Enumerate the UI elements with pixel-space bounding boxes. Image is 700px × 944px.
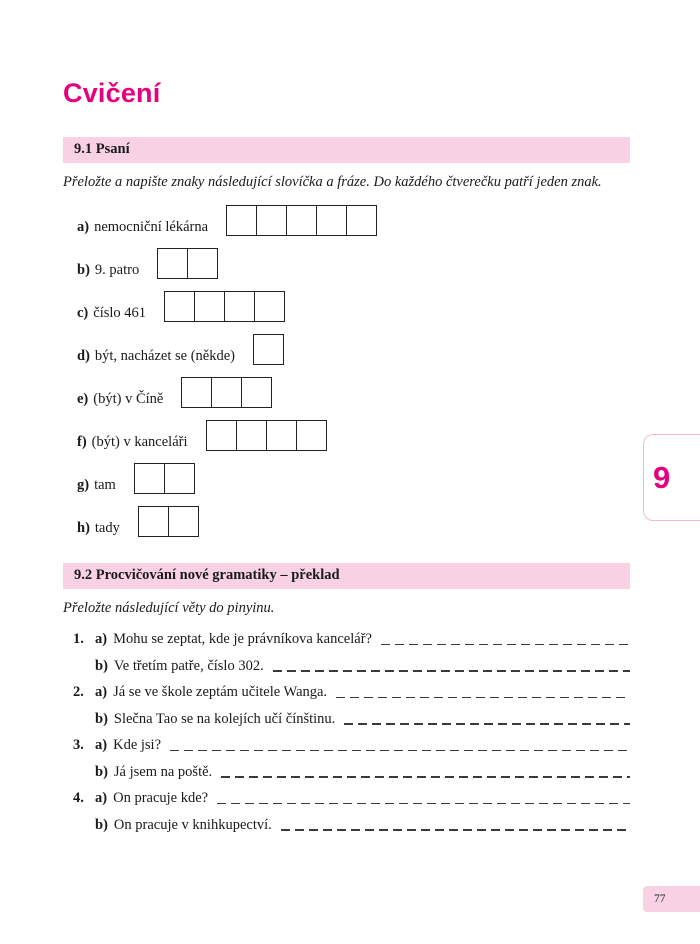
answer-dash-line — [217, 803, 630, 804]
section2-instruction: Přeložte následující věty do pinyinu. — [63, 600, 275, 616]
character-box — [134, 463, 165, 494]
writing-item-row — [77, 205, 630, 236]
sub-item-label: b) — [95, 657, 108, 674]
writing-exercise-list — [63, 205, 630, 537]
character-box — [286, 205, 317, 236]
section-header-9-2: 9.2 Procvičování nové gramatiky – překlad — [63, 563, 630, 589]
item-text: tady — [94, 520, 120, 536]
writing-item-row — [77, 334, 630, 365]
translation-row — [73, 684, 630, 701]
character-boxes — [164, 291, 285, 322]
item-text: (být) v kanceláři — [91, 434, 188, 450]
item-text: 9. patro — [94, 262, 140, 278]
sub-item-label: b) — [95, 710, 108, 727]
translation-row — [73, 658, 630, 675]
character-box — [346, 205, 377, 236]
character-box — [211, 377, 242, 408]
page-title: Cvičení — [63, 78, 161, 108]
character-box — [181, 377, 212, 408]
character-box — [236, 420, 267, 451]
answer-dash-line — [281, 829, 630, 830]
character-boxes — [226, 205, 377, 236]
character-box — [226, 205, 257, 236]
writing-item-row — [77, 377, 630, 408]
character-box — [164, 463, 195, 494]
sentence-text: Kde jsi? — [113, 737, 162, 753]
answer-dash-line — [336, 697, 630, 698]
translation-row — [73, 737, 630, 754]
character-box — [157, 248, 188, 279]
character-boxes — [157, 248, 218, 279]
character-box — [164, 291, 195, 322]
item-label: c) — [77, 305, 89, 321]
section1-instruction: Přeložte a napište znaky následující slovíčka a fráze. Do každého čtverečku patří jeden znak. — [63, 174, 602, 190]
page-number: 77 — [654, 893, 666, 905]
character-box — [253, 334, 284, 365]
character-box — [138, 506, 169, 537]
sentence-text: Já se ve škole zeptám učitele Wanga. — [113, 684, 328, 700]
writing-item-row — [77, 506, 630, 537]
item-label: b) — [77, 262, 90, 278]
character-box — [168, 506, 199, 537]
character-box — [256, 205, 287, 236]
sentence-text: Slečna Tao se na kolejích učí čínštinu. — [113, 710, 336, 727]
item-label: d) — [77, 348, 90, 364]
character-box — [206, 420, 237, 451]
sentence-text: Já jsem na poště. — [113, 763, 213, 780]
chapter-tab — [643, 434, 700, 521]
item-number: 2. — [73, 684, 84, 700]
item-text: tam — [94, 477, 116, 493]
item-number: 1. — [73, 631, 84, 647]
character-boxes — [134, 463, 195, 494]
translation-exercise-list — [63, 631, 630, 834]
section-header-9-1: 9.1 Psaní — [63, 137, 630, 163]
answer-dash-line — [344, 723, 630, 724]
sub-item-label: a) — [95, 684, 108, 700]
character-boxes — [181, 377, 272, 408]
translation-row — [73, 631, 630, 648]
answer-dash-line — [273, 670, 630, 671]
writing-item-row — [77, 248, 630, 279]
answer-dash-line — [170, 750, 630, 751]
sub-item-label: a) — [95, 790, 108, 806]
character-box — [266, 420, 297, 451]
character-boxes — [138, 506, 199, 537]
item-label: e) — [77, 391, 89, 407]
item-label: h) — [77, 520, 90, 536]
item-text: (být) v Číně — [93, 391, 164, 407]
character-box — [187, 248, 218, 279]
answer-dash-line — [221, 776, 630, 777]
item-number: 4. — [73, 790, 84, 806]
translation-row — [73, 711, 630, 728]
item-text: číslo 461 — [93, 305, 147, 321]
character-box — [241, 377, 272, 408]
character-box — [254, 291, 285, 322]
page-number-badge — [643, 886, 700, 912]
sub-item-label: a) — [95, 631, 108, 647]
character-boxes — [253, 334, 284, 365]
chapter-number: 9 — [653, 459, 671, 495]
sub-item-label: b) — [95, 816, 108, 833]
character-box — [194, 291, 225, 322]
translation-row — [73, 817, 630, 834]
character-box — [224, 291, 255, 322]
writing-item-row — [77, 463, 630, 494]
character-boxes — [206, 420, 327, 451]
item-text: být, nacházet se (někde) — [94, 348, 235, 364]
sub-item-label: b) — [95, 763, 108, 780]
item-label: f) — [77, 434, 87, 450]
character-box — [316, 205, 347, 236]
item-label: a) — [77, 219, 90, 235]
sentence-text: Mohu se zeptat, kde je právníkova kancelář? — [113, 631, 372, 647]
sentence-text: On pracuje v knihkupectví. — [113, 816, 272, 833]
sentence-text: Ve třetím patře, číslo 302. — [113, 657, 264, 674]
writing-item-row — [77, 291, 630, 322]
sentence-text: On pracuje kde? — [113, 790, 209, 806]
translation-row — [73, 764, 630, 781]
item-text: nemocniční lékárna — [94, 219, 209, 235]
item-label: g) — [77, 477, 90, 493]
character-box — [296, 420, 327, 451]
writing-item-row — [77, 420, 630, 451]
item-number: 3. — [73, 737, 84, 753]
answer-dash-line — [381, 644, 630, 645]
sub-item-label: a) — [95, 737, 108, 753]
translation-row — [73, 790, 630, 807]
